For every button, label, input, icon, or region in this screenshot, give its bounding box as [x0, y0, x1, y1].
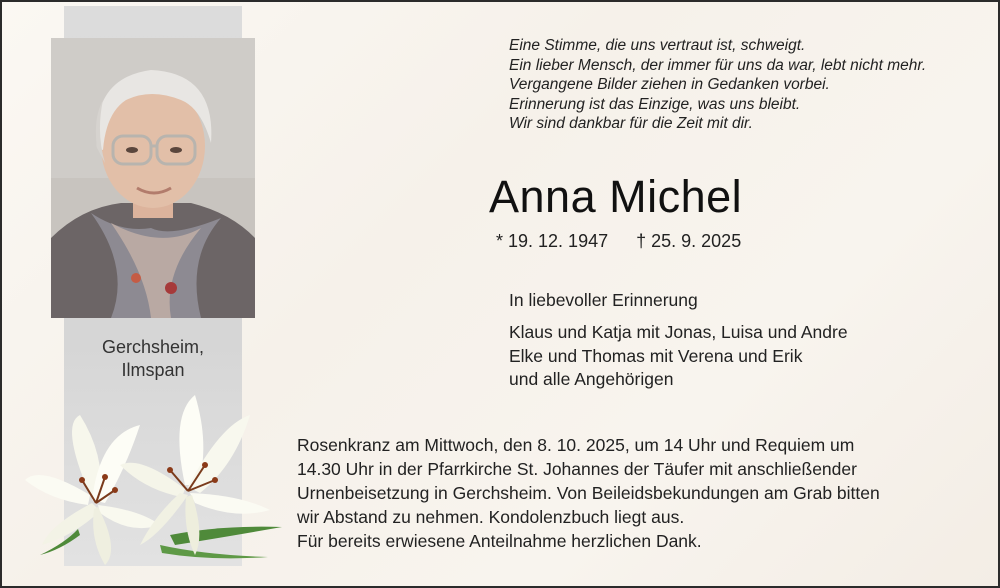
- memory-heading: In liebevoller Erinnerung: [509, 290, 698, 310]
- family-line: Klaus und Katja mit Jonas, Luisa und Andre: [509, 322, 848, 342]
- portrait-photo: [51, 38, 255, 318]
- poem-line: Ein lieber Mensch, der immer für uns da war, lebt nicht mehr.: [509, 56, 927, 74]
- family-line: und alle Angehörigen: [509, 369, 674, 389]
- lily-flowers-image: [20, 385, 290, 570]
- portrait-illustration: [51, 38, 255, 318]
- service-line: Rosenkranz am Mittwoch, den 8. 10. 2025, um 14 Uhr und Requiem um: [297, 435, 855, 455]
- death-date: † 25. 9. 2025: [636, 231, 742, 251]
- poem: [509, 36, 979, 134]
- birth-date: * 19. 12. 1947: [496, 231, 609, 251]
- service-line: wir Abstand zu nehmen. Kondolenzbuch liegt aus.: [297, 507, 685, 527]
- service-line: 14.30 Uhr in der Pfarrkirche St. Johannes der Täufer mit anschließender: [297, 459, 857, 479]
- location-line: Gerchsheim,: [101, 337, 205, 357]
- poem-line: Vergangene Bilder ziehen in Gedanken vorbei.: [509, 76, 830, 93]
- family-line: Elke und Thomas mit Verena und Erik: [509, 345, 803, 366]
- service-details: [297, 433, 977, 553]
- life-dates: [496, 230, 741, 252]
- poem-line: Eine Stimme, die uns vertraut ist, schweigt.: [509, 37, 806, 54]
- family-list: [509, 321, 848, 392]
- service-line: Urnenbeisetzung in Gerchsheim. Von Beileidsbekundungen am Grab bitten: [297, 483, 880, 503]
- location-line: Ilmspan: [121, 360, 185, 380]
- location: [64, 336, 242, 382]
- poem-line: Erinnerung ist das Einzige, was uns bleibt.: [509, 95, 801, 113]
- service-line: Für bereits erwiesene Anteilnahme herzlichen Dank.: [297, 531, 702, 551]
- poem-line: Wir sind dankbar für die Zeit mit dir.: [509, 115, 753, 132]
- deceased-name: Anna Michel: [489, 171, 743, 222]
